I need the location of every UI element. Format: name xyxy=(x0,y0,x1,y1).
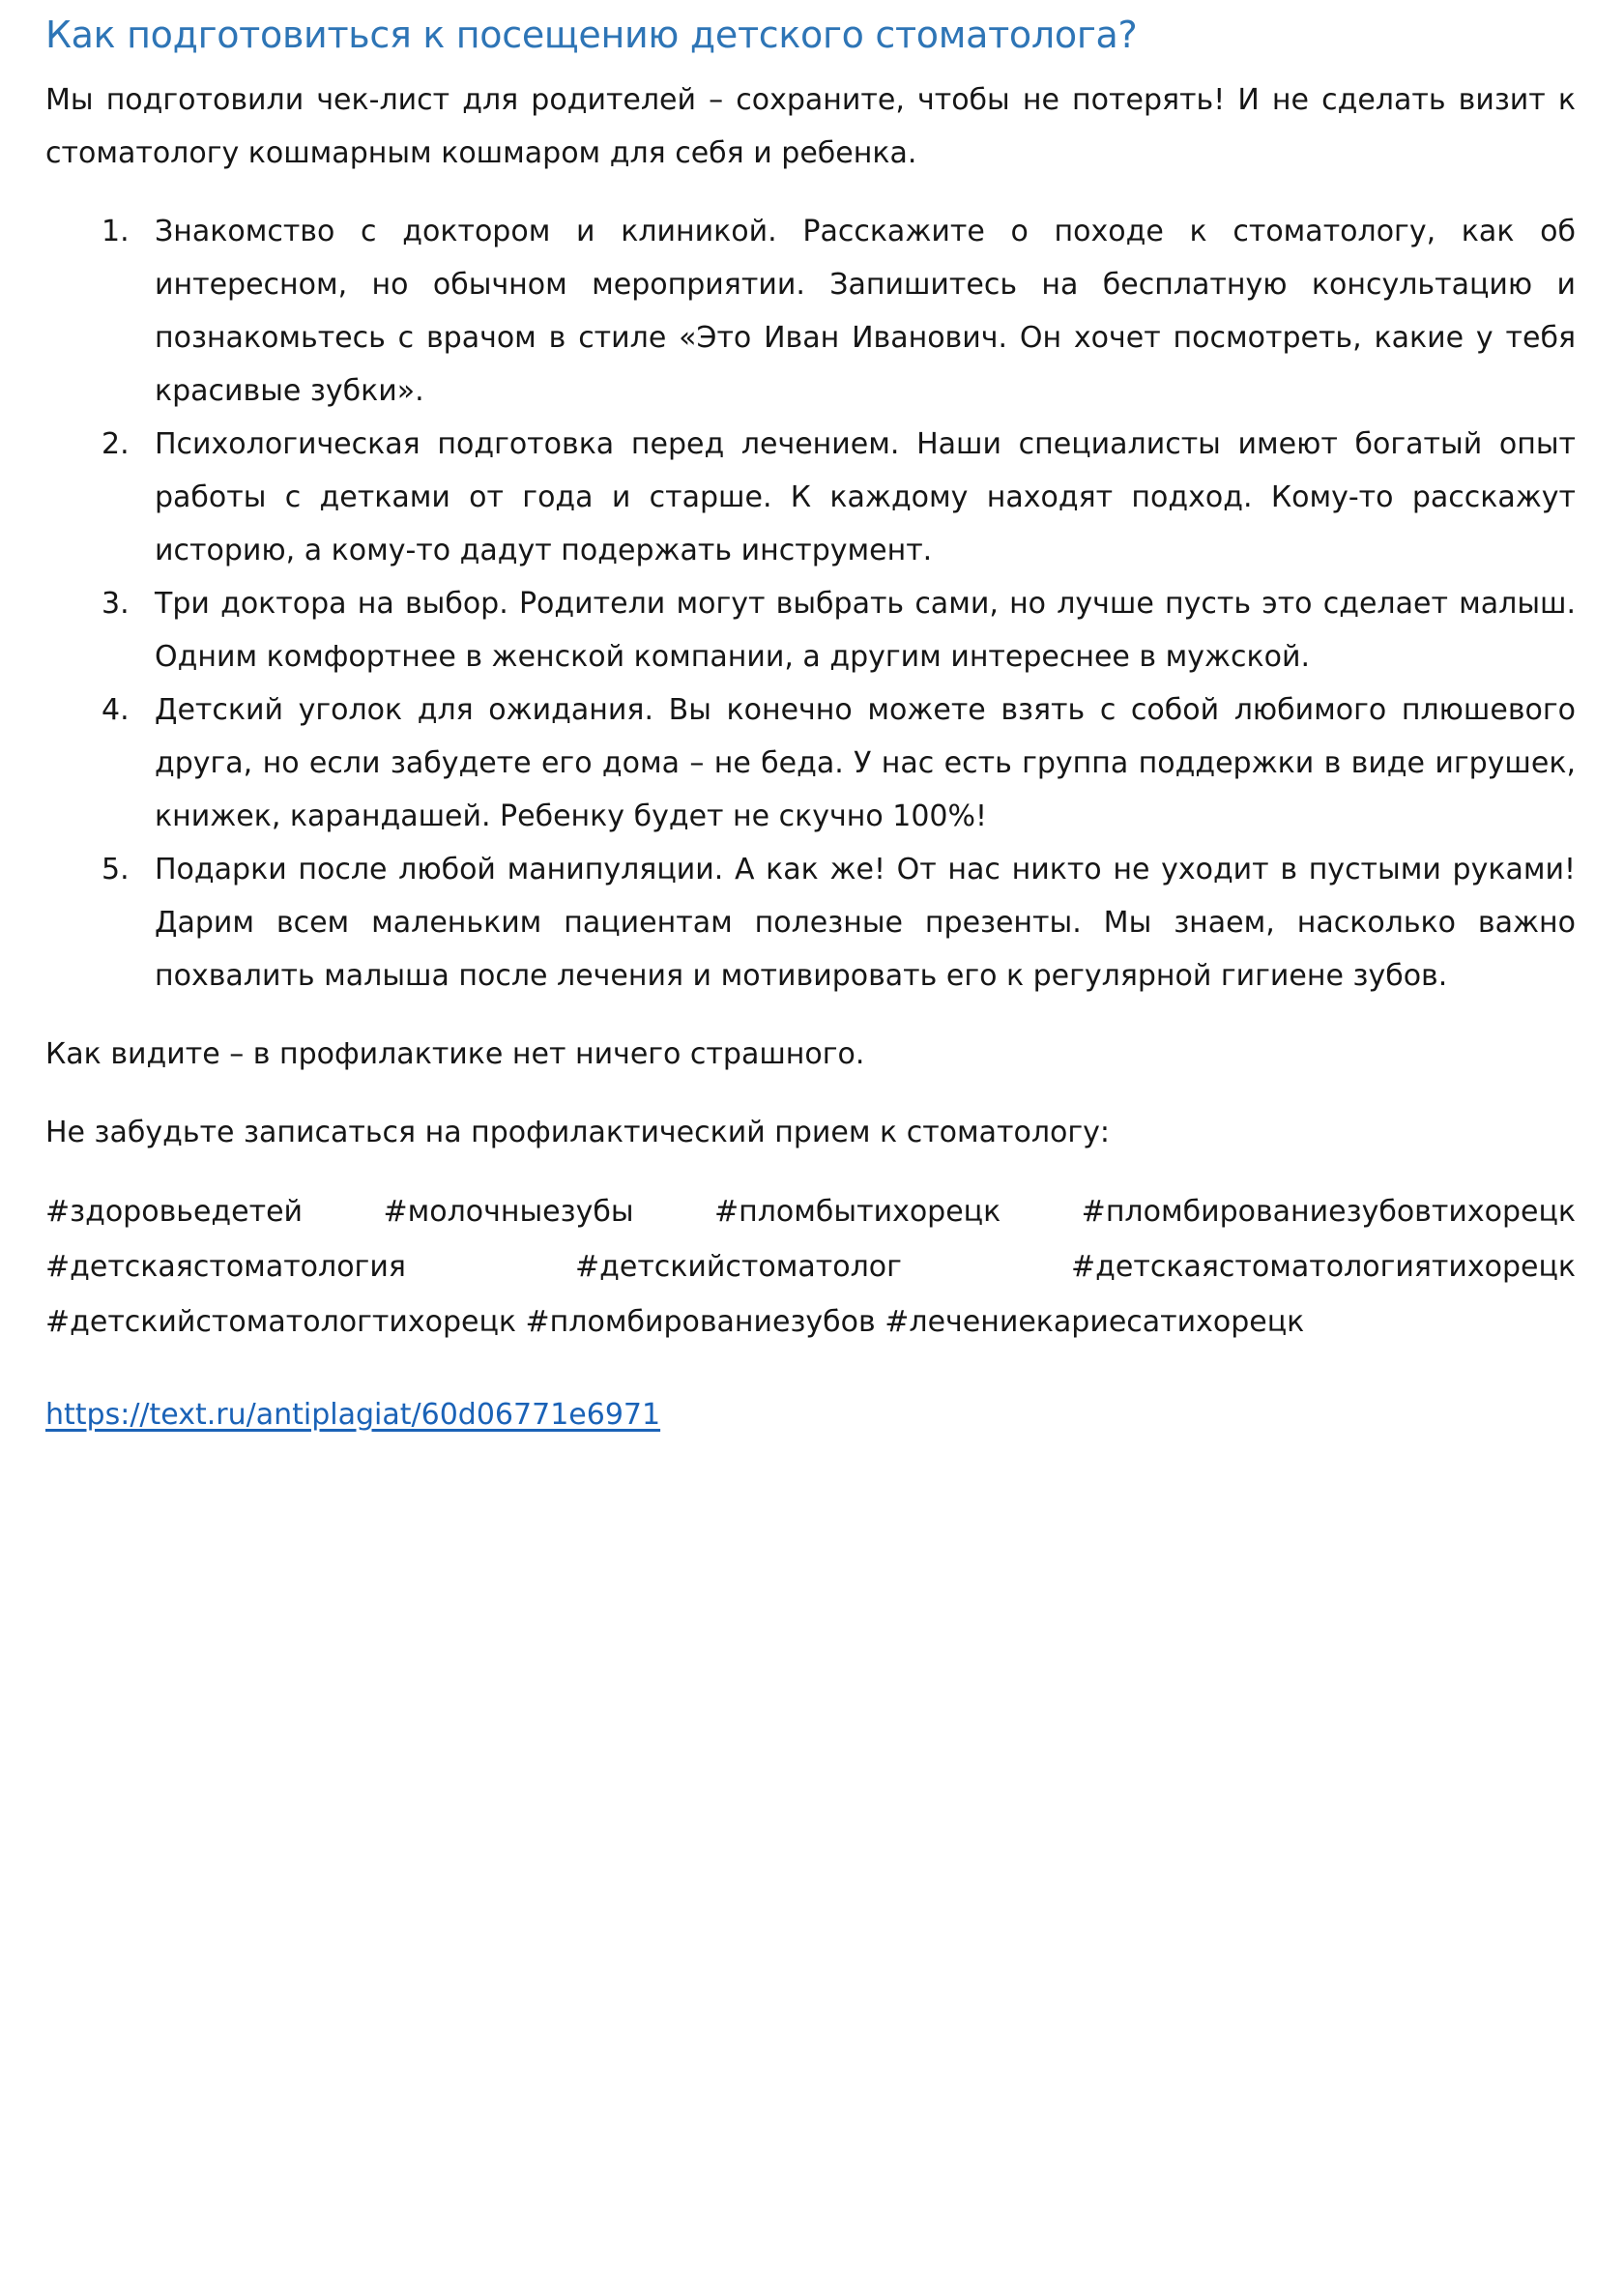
list-item xyxy=(45,843,1576,1002)
list-item xyxy=(45,205,1576,418)
hashtag-line: #детскаястоматология #детскийстоматолог #детскаястоматологиятихорецк xyxy=(45,1249,1576,1284)
list-item-text: Детский уголок для ожидания. Вы конечно можете взять с собой любимого плюшевого друга, но если забудете его дома – не беда. У нас есть группа поддержки в виде игрушек, книжек, карандашей. Ребенку будет не скучно 100%! xyxy=(155,692,1576,833)
list-item-number: 3. xyxy=(102,586,130,621)
list-item xyxy=(45,577,1576,683)
list-item-text: Психологическая подготовка перед лечением. Наши специалисты имеют богатый опыт работы с детками от года и старше. К каждому находят подход. Кому-то расскажут историю, а кому-то дадут подержать инструмент. xyxy=(155,426,1576,567)
checklist xyxy=(45,205,1576,1002)
antiplagiat-link[interactable]: https://text.ru/antiplagiat/60d06771e6971 xyxy=(45,1397,661,1432)
page-title: Как подготовиться к посещению детского стоматолога? xyxy=(45,14,1138,56)
hashtag-line: #здоровьедетей #молочныезубы #пломбытихорецк #пломбированиезубовтихорецк xyxy=(45,1194,1576,1229)
hashtag-line: #детскийстоматологтихорецк #пломбированиезубов #лечениекариесатихорецк xyxy=(45,1304,1305,1339)
list-item xyxy=(45,683,1576,843)
list-item-number: 5. xyxy=(102,852,130,886)
list-item-number: 2. xyxy=(102,426,130,461)
list-item-text: Знакомство с доктором и клиникой. Расскажите о походе к стоматологу, как об интересном, но обычном мероприятии. Запишитесь на бесплатную консультацию и познакомьтесь с врачом в стиле «Это Иван Иванович. Он хочет посмотреть, какие у тебя красивые зубки». xyxy=(155,214,1576,408)
list-item-number: 1. xyxy=(102,214,130,248)
list-item-number: 4. xyxy=(102,692,130,727)
intro-paragraph: Мы подготовили чек-лист для родителей – сохраните, чтобы не потерять! И не сделать визит к стоматологу кошмарным кошмаром для себя и ребенка. xyxy=(45,82,1576,170)
closing-paragraph-prevention: Как видите – в профилактике нет ничего страшного. xyxy=(45,1036,865,1071)
list-item xyxy=(45,418,1576,577)
closing-paragraph-appointment: Не забудьте записаться на профилактический прием к стоматологу: xyxy=(45,1115,1111,1149)
list-item-text: Подарки после любой манипуляции. А как же! От нас никто не уходит в пустыми руками! Дарим всем маленьким пациентам полезные презенты. Мы знаем, насколько важно похвалить малыша после лечения и мотивировать его к регулярной гигиене зубов. xyxy=(155,852,1576,993)
list-item-text: Три доктора на выбор. Родители могут выбрать сами, но лучше пусть это сделает малыш. Одним комфортнее в женской компании, а другим интереснее в мужской. xyxy=(155,586,1576,674)
hashtags-block xyxy=(45,1184,1576,1350)
